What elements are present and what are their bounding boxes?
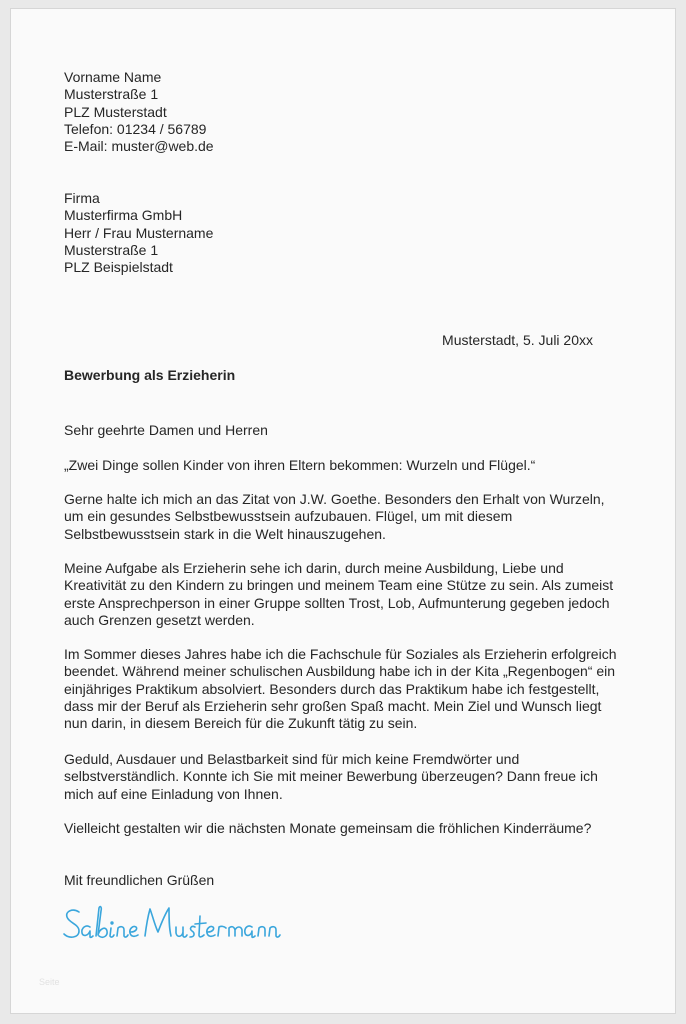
sender-name: Vorname Name	[64, 69, 162, 85]
recipient-contact: Herr / Frau Mustername	[64, 224, 214, 241]
handwritten-signature	[61, 902, 281, 950]
goethe-quote: „Zwei Dinge sollen Kinder von ihren Eltern bekommen: Wurzeln und Flügel.“	[64, 457, 536, 473]
body-paragraph-5	[64, 820, 591, 837]
paragraph-line: beendet. Während meiner schulischen Ausbildung habe ich in der Kita „Regenbogen“ ein	[64, 663, 616, 680]
paragraph-line: um ein gesundes Selbstbewusstsein aufzubauen. Flügel, um mit diesem	[64, 508, 513, 525]
paragraph-line: nun darin, in diesem Bereich für die Zukunft tätig zu sein.	[64, 715, 418, 732]
paragraph-line: auch Grenzen gesetzt werden.	[64, 611, 255, 628]
closing: Mit freundlichen Grüßen	[64, 872, 215, 888]
paragraph-line: Geduld, Ausdauer und Belastbarkeit sind für mich keine Fremdwörter und	[64, 751, 520, 767]
paragraph-line: dass mir der Beruf als Erzieherin sehr großen Spaß macht. Mein Ziel und Wunsch liegt	[64, 697, 602, 714]
faint-page-mark: Seite	[39, 977, 60, 987]
body-paragraph-4	[64, 751, 598, 803]
letter-subject: Bewerbung als Erzieherin	[64, 367, 236, 383]
recipient-label: Firma	[64, 190, 100, 206]
body-paragraph-2	[64, 560, 613, 629]
paragraph-line: Meine Aufgabe als Erzieherin sehe ich darin, durch meine Ausbildung, Liebe und	[64, 560, 564, 576]
sender-city: PLZ Musterstadt	[64, 103, 167, 120]
paragraph-line: erste Ansprechperson in einer Gruppe sollten Trost, Lob, Aufmunterung gegeben jedoch	[64, 594, 610, 611]
paragraph-line: Gerne halte ich mich an das Zitat von J.W. Goethe. Besonders den Erhalt von Wurzeln,	[64, 491, 605, 507]
salutation: Sehr geehrte Damen und Herren	[64, 422, 268, 438]
paragraph-line: Vielleicht gestalten wir die nächsten Monate gemeinsam die fröhlichen Kinderräume?	[64, 820, 592, 836]
body-paragraph-1	[64, 491, 605, 543]
sender-address	[64, 69, 214, 155]
recipient-company: Musterfirma GmbH	[64, 207, 183, 224]
body-paragraph-3	[64, 646, 616, 732]
paragraph-line: Selbstbewusstsein stark in die Welt hinauszugehen.	[64, 525, 386, 542]
paragraph-line: selbstverständlich. Konnte ich Sie mit meiner Bewerbung überzeugen? Dann freue ich	[64, 768, 598, 785]
sender-email: E-Mail: muster@web.de	[64, 138, 214, 155]
paragraph-line: Im Sommer dieses Jahres habe ich die Fachschule für Soziales als Erzieherin erfolgreich	[64, 646, 617, 662]
sender-phone: Telefon: 01234 / 56789	[64, 120, 207, 137]
paragraph-line: einjähriges Praktikum absolviert. Besonders durch das Praktikum habe ich festgestellt,	[64, 680, 600, 697]
letter-page	[10, 8, 676, 1014]
recipient-address	[64, 190, 213, 276]
recipient-street: Musterstraße 1	[64, 241, 159, 258]
paragraph-line: Kreativität zu den Kindern zu bringen und meinem Team eine Stütze zu sein. Als zumeist	[64, 577, 614, 594]
recipient-city: PLZ Beispielstadt	[64, 259, 173, 276]
letter-date: Musterstadt, 5. Juli 20xx	[442, 332, 593, 348]
paragraph-line: mich auf eine Einladung von Ihnen.	[64, 785, 283, 802]
sender-street: Musterstraße 1	[64, 86, 159, 103]
